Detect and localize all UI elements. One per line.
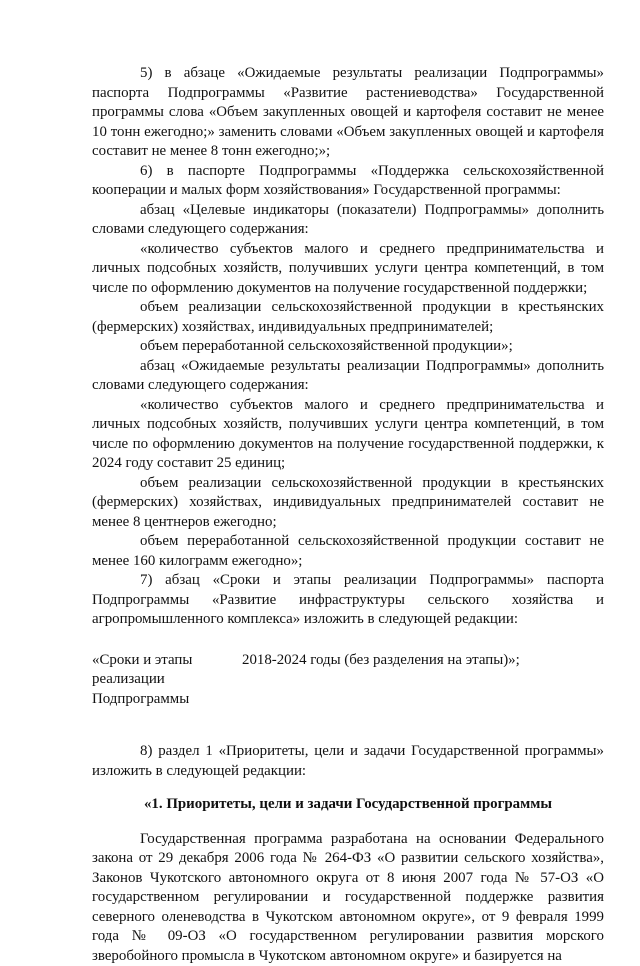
- section-heading: «1. Приоритеты, цели и задачи Государственной программы: [92, 795, 604, 815]
- paragraph-indicators-intro: абзац «Целевые индикаторы (показатели) Подпрограммы» дополнить словами следующего содержания:: [92, 201, 604, 240]
- terms-label: «Сроки и этапы реализации Подпрограммы: [92, 651, 242, 710]
- paragraph-results-1: «количество субъектов малого и среднего предпринимательства и личных подсобных хозяйств, получивших услуги центра компетенций, в том числе по оформлению документов на получение государственной поддержки, к 2024 году составит 25 единиц;: [92, 396, 604, 474]
- paragraph-program-basis: Государственная программа разработана на основании Федерального закона от 29 декабря 2006 года № 264-ФЗ «О развитии сельского хозяйства», Законов Чукотского автономного округа от 8 июня 2007 года № 57-ОЗ «О государственном регулировании и государственной поддержке развития северного оленеводства в Чукотском автономном округе», от 9 февраля 1999 года № 09-ОЗ «О государственном регулировании развития морского зверобойного промысла в Чукотском автономном округе» и базируется на: [92, 830, 604, 966]
- paragraph-results-2: объем реализации сельскохозяйственной продукции в крестьянских (фермерских) хозяйствах, индивидуальных предпринимателей составит не менее 8 центнеров ежегодно;: [92, 474, 604, 533]
- paragraph-results-intro: абзац «Ожидаемые результаты реализации Подпрограммы» дополнить словами следующего содержания:: [92, 357, 604, 396]
- paragraph-indicators-2: объем реализации сельскохозяйственной продукции в крестьянских (фермерских) хозяйствах, индивидуальных предпринимателей;: [92, 298, 604, 337]
- paragraph-7: 7) абзац «Сроки и этапы реализации Подпрограммы» паспорта Подпрограммы «Развитие инфраструктуры сельского хозяйства и агропромышленного комплекса» изложить в следующей редакции:: [92, 571, 604, 630]
- paragraph-indicators-1: «количество субъектов малого и среднего предпринимательства и личных подсобных хозяйств, получивших услуги центра компетенций, в том числе по оформлению документов на получение государственной поддержки;: [92, 240, 604, 299]
- paragraph-results-3: объем переработанной сельскохозяйственной продукции составит не менее 160 килограмм ежегодно»;: [92, 532, 604, 571]
- document-page: [92, 64, 604, 966]
- paragraph-indicators-3: объем переработанной сельскохозяйственной продукции»;: [92, 337, 604, 357]
- paragraph-5: 5) в абзаце «Ожидаемые результаты реализации Подпрограммы» паспорта Подпрограммы «Развитие растениеводства» Государственной программы слова «Объем закупленных овощей и картофеля составит не менее 10 тонн ежегодно;» заменить словами «Объем закупленных овощей и картофеля составит не менее 8 тонн ежегодно;»;: [92, 64, 604, 162]
- paragraph-8: 8) раздел 1 «Приоритеты, цели и задачи Государственной программы» изложить в следующей редакции:: [92, 742, 604, 781]
- paragraph-6: 6) в паспорте Подпрограммы «Поддержка сельскохозяйственной кооперации и малых форм хозяйствования» Государственной программы:: [92, 162, 604, 201]
- terms-value: 2018-2024 годы (без разделения на этапы)»;: [242, 651, 604, 710]
- terms-table: [92, 651, 604, 710]
